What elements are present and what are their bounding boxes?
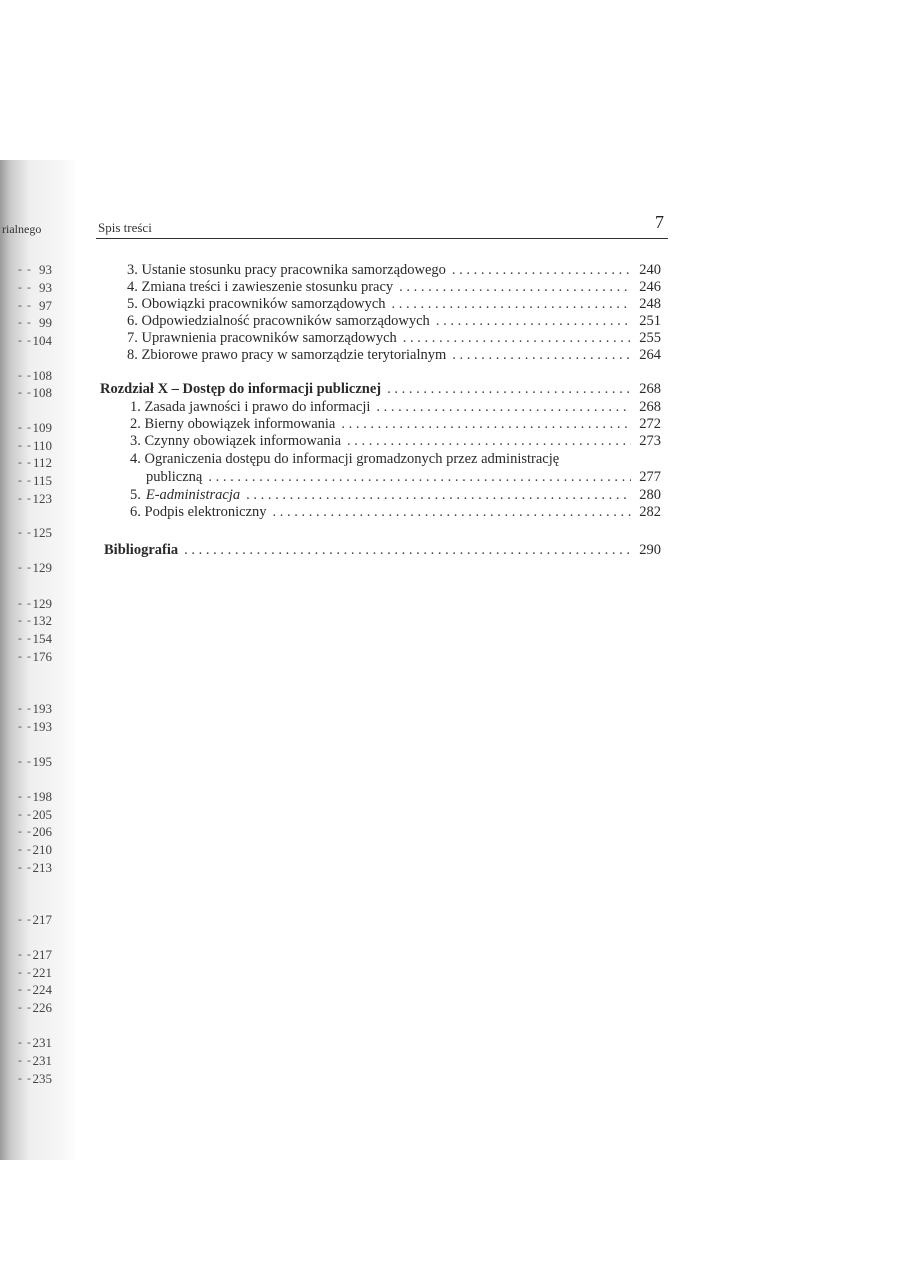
leader-dots: - - <box>18 420 32 434</box>
toc-entry-label: 7. Uprawnienia pracowników samorządowych <box>127 330 397 346</box>
toc-entry-page: 240 <box>639 262 661 278</box>
toc-entry <box>130 415 661 433</box>
toc-entry-page: 246 <box>639 279 661 295</box>
toc-chapter-page: 268 <box>639 381 661 397</box>
toc-entry-page: 255 <box>639 330 661 346</box>
toc-entry-label: 6. Podpis elektroniczny <box>130 504 267 520</box>
toc-entry-page: 251 <box>639 313 661 329</box>
leader-dots: - - <box>18 491 32 505</box>
leader-dots: - - <box>18 613 32 627</box>
toc-entry-label: 1. Zasada jawności i prawo do informacji <box>130 399 371 415</box>
leader-dots: - - <box>18 525 32 539</box>
facing-page-number: 193 <box>32 719 52 734</box>
facing-page-number: 235 <box>32 1071 52 1086</box>
leader-dots: - - <box>18 1071 32 1085</box>
facing-page-number: 93 <box>39 280 52 295</box>
facing-page-number: 132 <box>32 613 52 628</box>
leader-dots: - - <box>18 912 32 926</box>
toc-entry-label-line1: 4. Ograniczenia dostępu do informacji gromadzonych przez administrację <box>130 451 560 467</box>
leader-dots: - - <box>18 560 32 574</box>
toc-entry-label: 2. Bierny obowiązek informowania <box>130 416 336 432</box>
toc-entry-number: 5. <box>130 487 141 503</box>
toc-entry-page: 277 <box>639 469 661 485</box>
leader-dots <box>387 380 631 398</box>
toc-entry-label: 5. Obowiązki pracowników samorządowych <box>127 296 386 312</box>
facing-page-number: 195 <box>32 754 52 769</box>
leader-dots <box>376 398 631 416</box>
toc-entry-label-line2: publiczną <box>146 469 203 485</box>
leader-dots: - - <box>18 596 32 610</box>
leader-dots <box>347 432 631 450</box>
leader-dots <box>184 541 631 559</box>
leader-dots: - - <box>18 754 32 768</box>
facing-page-number: 176 <box>32 649 52 664</box>
leader-dots: - - <box>18 631 32 645</box>
leader-dots: - - <box>18 982 32 996</box>
facing-page-number: 99 <box>39 315 52 330</box>
toc-entry <box>127 295 661 313</box>
leader-dots: - - <box>18 1053 32 1067</box>
toc-entry-label: 8. Zbiorowe prawo pracy w samorządzie terytorialnym <box>127 347 447 363</box>
leader-dots <box>246 486 631 504</box>
facing-page-number: 123 <box>32 491 52 506</box>
leader-dots: - - <box>18 1035 32 1049</box>
leader-dots: - - <box>18 438 32 452</box>
leader-dots: - - <box>18 649 32 663</box>
facing-page-number: 217 <box>32 912 52 927</box>
facing-page-number: 154 <box>32 631 52 646</box>
leader-dots: - - <box>18 385 32 399</box>
facing-page-number: 93 <box>39 262 52 277</box>
facing-page-number: 108 <box>32 368 52 383</box>
leader-dots: - - <box>18 701 32 715</box>
leader-dots <box>403 329 631 347</box>
toc-entry-page: 282 <box>639 504 661 520</box>
facing-page-number: 205 <box>32 807 52 822</box>
facing-page-number: 125 <box>32 525 52 540</box>
toc-entry <box>127 278 661 296</box>
toc-entry <box>130 398 661 416</box>
leader-dots: - - <box>18 315 32 329</box>
toc-entry-label: 3. Ustanie stosunku pracy pracownika samorządowego <box>127 262 446 278</box>
toc-bibliography <box>104 541 661 559</box>
leader-dots <box>341 415 631 433</box>
facing-page-number: 193 <box>32 701 52 716</box>
toc-entry-label: E-administracja <box>145 487 241 503</box>
leader-dots <box>452 346 631 364</box>
toc-bibliography-page: 290 <box>639 542 661 558</box>
facing-page-number: 221 <box>32 965 52 980</box>
toc-entry <box>146 468 661 486</box>
facing-page-number: 109 <box>32 420 52 435</box>
leader-dots <box>392 295 631 313</box>
leader-dots: - - <box>18 280 32 294</box>
toc-entry-page: 264 <box>639 347 661 363</box>
leader-dots: - - <box>18 824 32 838</box>
facing-page-number: 97 <box>39 298 52 313</box>
facing-page-number: 217 <box>32 947 52 962</box>
facing-page-number: 224 <box>32 982 52 997</box>
facing-page-number: 206 <box>32 824 52 839</box>
leader-dots: - - <box>18 473 32 487</box>
leader-dots: - - <box>18 368 32 382</box>
facing-page-number: 112 <box>32 455 52 470</box>
facing-page-number: 104 <box>32 333 52 348</box>
facing-page-number: 231 <box>32 1035 52 1050</box>
toc-bibliography-label: Bibliografia <box>104 542 179 558</box>
toc-entry-label: 4. Zmiana treści i zawieszenie stosunku pracy <box>127 279 394 295</box>
facing-page-number: 213 <box>32 860 52 875</box>
leader-dots: - - <box>18 719 32 733</box>
leader-dots <box>208 468 631 486</box>
toc-entry <box>127 329 661 347</box>
toc-chapter-label: Rozdział X – Dostęp do informacji publicznej <box>100 381 382 397</box>
toc-entry <box>127 346 661 364</box>
leader-dots: - - <box>18 965 32 979</box>
facing-page-number: 226 <box>32 1000 52 1015</box>
leader-dots <box>436 312 631 330</box>
toc-entry-page: 280 <box>639 487 661 503</box>
toc-entry-page: 273 <box>639 433 661 449</box>
facing-page-number: 115 <box>32 473 52 488</box>
toc-entry <box>130 432 661 450</box>
running-header <box>96 212 668 239</box>
leader-dots: - - <box>18 789 32 803</box>
toc-entry-label: 6. Odpowiedzialność pracowników samorządowych <box>127 313 430 329</box>
toc-entry <box>127 312 661 330</box>
toc-entry <box>127 261 661 279</box>
leader-dots <box>273 503 631 521</box>
facing-page-edge <box>0 160 78 1160</box>
toc-entry-label: 3. Czynny obowiązek informowania <box>130 433 342 449</box>
facing-page-running-title: rialnego <box>2 222 42 236</box>
leader-dots: - - <box>18 842 32 856</box>
leader-dots: - - <box>18 860 32 874</box>
leader-dots: - - <box>18 262 32 276</box>
leader-dots <box>452 261 631 279</box>
toc-chapter-heading <box>100 380 661 398</box>
running-title: Spis treści <box>98 220 152 235</box>
leader-dots <box>399 278 631 296</box>
toc-entry <box>130 486 661 504</box>
toc-entry <box>130 503 661 521</box>
page-number: 7 <box>655 212 664 232</box>
leader-dots: - - <box>18 807 32 821</box>
leader-dots: - - <box>18 298 32 312</box>
leader-dots: - - <box>18 333 32 347</box>
leader-dots: - - <box>18 947 32 961</box>
facing-page-number: 108 <box>32 385 52 400</box>
facing-page-number: 110 <box>32 438 52 453</box>
facing-page-number: 129 <box>32 596 52 611</box>
facing-page-number: 198 <box>32 789 52 804</box>
leader-dots: - - <box>18 455 32 469</box>
toc-entry-page: 248 <box>639 296 661 312</box>
toc-entry-page: 272 <box>639 416 661 432</box>
facing-page-number: 231 <box>32 1053 52 1068</box>
facing-page-number: 210 <box>32 842 52 857</box>
facing-page-number: 129 <box>32 560 52 575</box>
leader-dots: - - <box>18 1000 32 1014</box>
toc-entry-page: 268 <box>639 399 661 415</box>
